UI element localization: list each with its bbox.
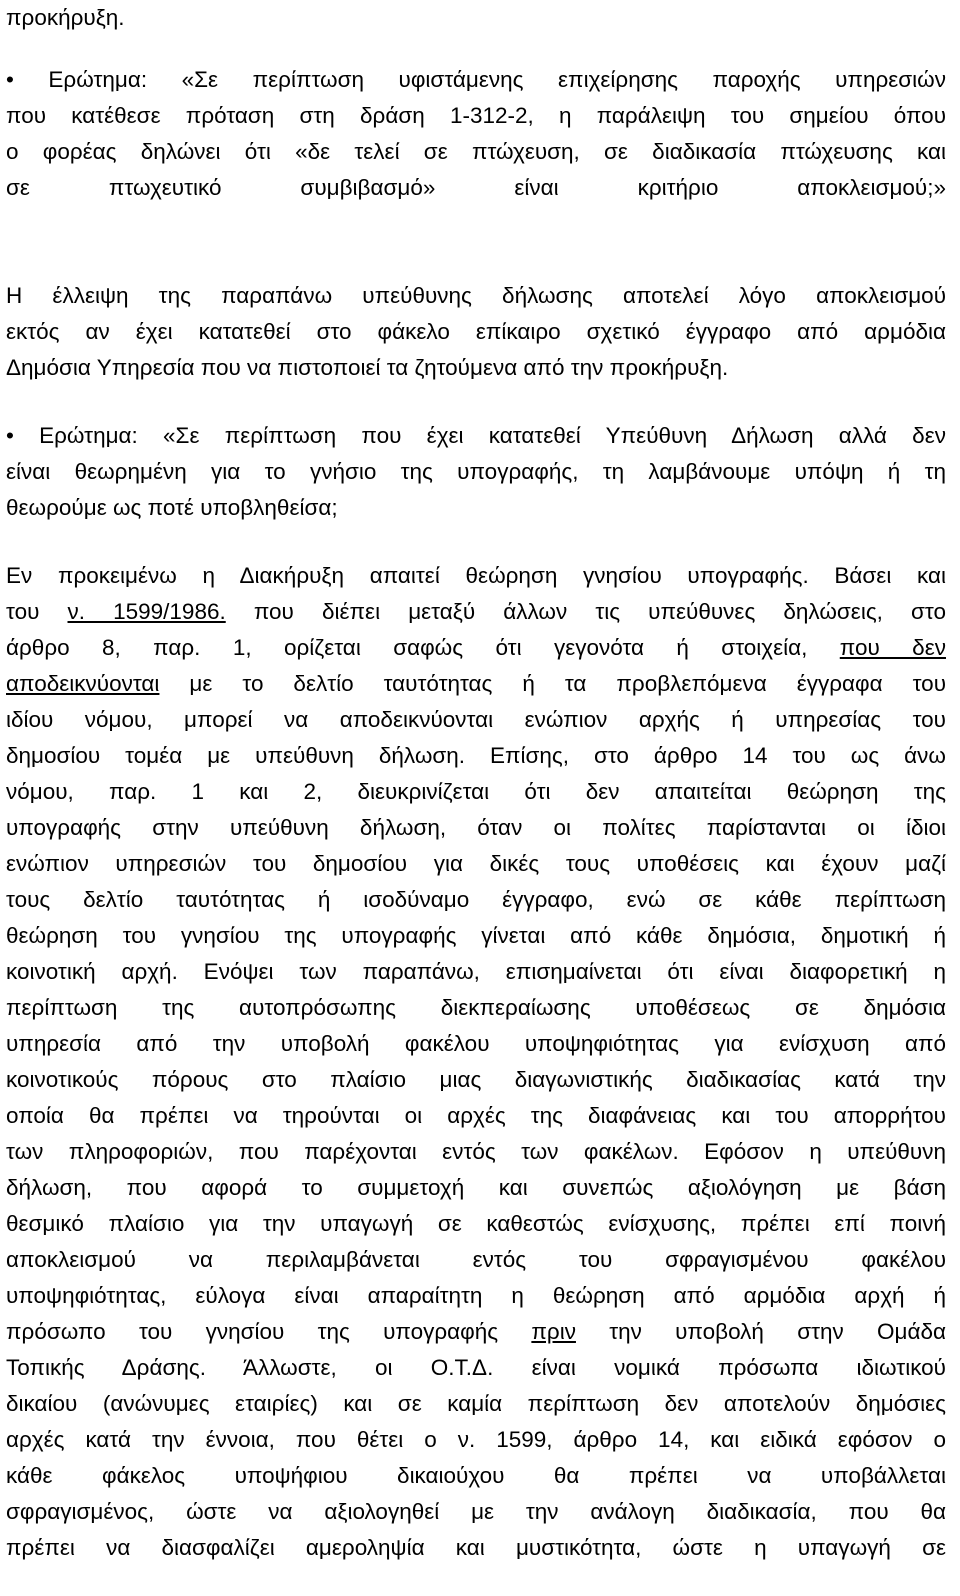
answer-2-line: περίπτωση της αυτοπρόσωπης διεκπεραίωσης υποθέσεως σε δημόσια — [6, 995, 946, 1020]
answer-2-line: δημοσίου τομέα με υπεύθυνη δήλωση. Επίσης, στο άρθρο 14 του ως άνω — [6, 743, 946, 768]
answer-2-line: κοινοτική αρχή. Ενόψει των παραπάνω, επισημαίνεται ότι είναι διαφορετική η — [6, 959, 946, 984]
answer-1-line: Η έλλειψη της παραπάνω υπεύθυνης δήλωσης αποτελεί λόγο αποκλεισμού — [6, 283, 946, 308]
underlined-text: αποδεικνύονται — [6, 671, 160, 696]
question-1-line: που κατέθεσε πρόταση στη δράση 1-312-2, η παράλειψη του σημείου όπου — [6, 103, 946, 128]
answer-2-line: θεσμικό πλαίσιο για την υπαγωγή σε καθεστώς ενίσχυσης, πρέπει επί ποινή — [6, 1211, 946, 1236]
answer-2-line — [6, 633, 946, 663]
text-run: την υποβολή στην Ομάδα — [575, 1319, 947, 1344]
answer-2-line: υποψηφιότητας, εύλογα είναι απαραίτητη η θεώρηση από αρμόδια αρχή ή — [6, 1283, 946, 1308]
underlined-text: που δεν — [839, 635, 946, 660]
text-run: με το δελτίο ταυτότητας ή τα προβλεπόμενα έγγραφα του — [159, 671, 946, 696]
answer-2-line — [6, 669, 946, 699]
answer-2-line: των πληροφοριών, που παρέχονται εντός των φακέλων. Εφόσον η υπεύθυνη — [6, 1139, 946, 1164]
answer-2-line: τους δελτίο ταυτότητας ή ισοδύναμο έγγραφο, ενώ σε κάθε περίπτωση — [6, 887, 946, 912]
text-run: του — [6, 599, 68, 624]
answer-2-line: αρχές κατά την έννοια, που θέτει ο ν. 1599, άρθρο 14, και ειδικά εφόσον ο — [6, 1427, 946, 1452]
answer-2-line: δικαίου (ανώνυμες εταιρίες) και σε καμία περίπτωση δεν αποτελούν δημόσιες — [6, 1391, 946, 1416]
answer-2-line: κοινοτικούς πόρους στο πλαίσιο μιας διαγωνιστικής διαδικασίας κατά την — [6, 1067, 946, 1092]
question-1-line: ο φορέας δηλώνει ότι «δε τελεί σε πτώχευση, σε διαδικασία πτώχευσης και — [6, 139, 946, 164]
answer-2-line: νόμου, παρ. 1 και 2, διευκρινίζεται ότι δεν απαιτείται θεώρηση της — [6, 779, 946, 804]
answer-1-line: Δημόσια Υπηρεσία που να πιστοποιεί τα ζητούμενα από την προκήρυξη. — [6, 355, 729, 380]
answer-2-line: ενώπιον υπηρεσιών του δημοσίου για δικές τους υποθέσεις και έχουν μαζί — [6, 851, 946, 876]
text-run: άρθρο 8, παρ. 1, ορίζεται σαφώς ότι γεγονότα ή στοιχεία, — [6, 635, 840, 660]
question-1-line: • Ερώτημα: «Σε περίπτωση υφιστάμενης επιχείρησης παροχής υπηρεσιών — [6, 67, 946, 92]
law-reference: ν. 1599/1986. — [67, 599, 226, 624]
answer-2-line — [6, 1317, 946, 1347]
answer-2-line: πρέπει να διασφαλίζει αμεροληψία και μυστικότητα, ώστε η υπαγωγή σε — [6, 1535, 946, 1560]
text-run: που διέπει μεταξύ άλλων τις υπεύθυνες δηλώσεις, στο — [225, 599, 947, 624]
answer-2-line: θεώρηση του γνησίου της υπογραφής γίνεται από κάθε δημόσια, δημοτική ή — [6, 923, 946, 948]
text-line: προκήρυξη. — [6, 5, 125, 30]
question-2-line: είναι θεωρημένη για το γνήσιο της υπογραφής, τη λαμβάνουμε υπόψη ή τη — [6, 459, 946, 484]
question-1-line: σε πτωχευτικό συμβιβασμό» είναι κριτήριο αποκλεισμού;» — [6, 175, 946, 200]
answer-2-line: Τοπικής Δράσης. Άλλωστε, οι Ο.Τ.Δ. είναι νομικά πρόσωπα ιδιωτικού — [6, 1355, 946, 1380]
question-2-line: θεωρούμε ως ποτέ υποβληθείσα; — [6, 495, 338, 520]
answer-2-line: υπηρεσία από την υποβολή φακέλου υποψηφιότητας για ενίσχυση από — [6, 1031, 946, 1056]
answer-2-line: ιδίου νόμου, μπορεί να αποδεικνύονται ενώπιον αρχής ή υπηρεσίας του — [6, 707, 946, 732]
answer-2-line: Εν προκειμένω η Διακήρυξη απαιτεί θεώρηση γνησίου υπογραφής. Βάσει και — [6, 563, 946, 588]
underlined-text: πριν — [531, 1319, 576, 1344]
question-2-line: • Ερώτημα: «Σε περίπτωση που έχει κατατεθεί Υπεύθυνη Δήλωση αλλά δεν — [6, 423, 946, 448]
answer-2-line: σφραγισμένος, ώστε να αξιολογηθεί με την ανάλογη διαδικασία, που θα — [6, 1499, 946, 1524]
answer-2-line: οποία θα πρέπει να τηρούνται οι αρχές της διαφάνειας και του απορρήτου — [6, 1103, 946, 1128]
answer-2-line: αποκλεισμού να περιλαμβάνεται εντός του σφραγισμένου φακέλου — [6, 1247, 946, 1272]
answer-2-line: κάθε φάκελος υποψήφιου δικαιούχου θα πρέπει να υποβάλλεται — [6, 1463, 946, 1488]
answer-1-line: εκτός αν έχει κατατεθεί στο φάκελο επίκαιρο σχετικό έγγραφο από αρμόδια — [6, 319, 946, 344]
answer-2-line — [6, 597, 946, 627]
answer-2-line: υπογραφής στην υπεύθυνη δήλωση, όταν οι πολίτες παρίστανται οι ίδιοι — [6, 815, 946, 840]
answer-2-line: δήλωση, που αφορά το συμμετοχή και συνεπώς αξιολόγηση με βάση — [6, 1175, 946, 1200]
text-run: πρόσωπο του γνησίου της υπογραφής — [6, 1319, 532, 1344]
